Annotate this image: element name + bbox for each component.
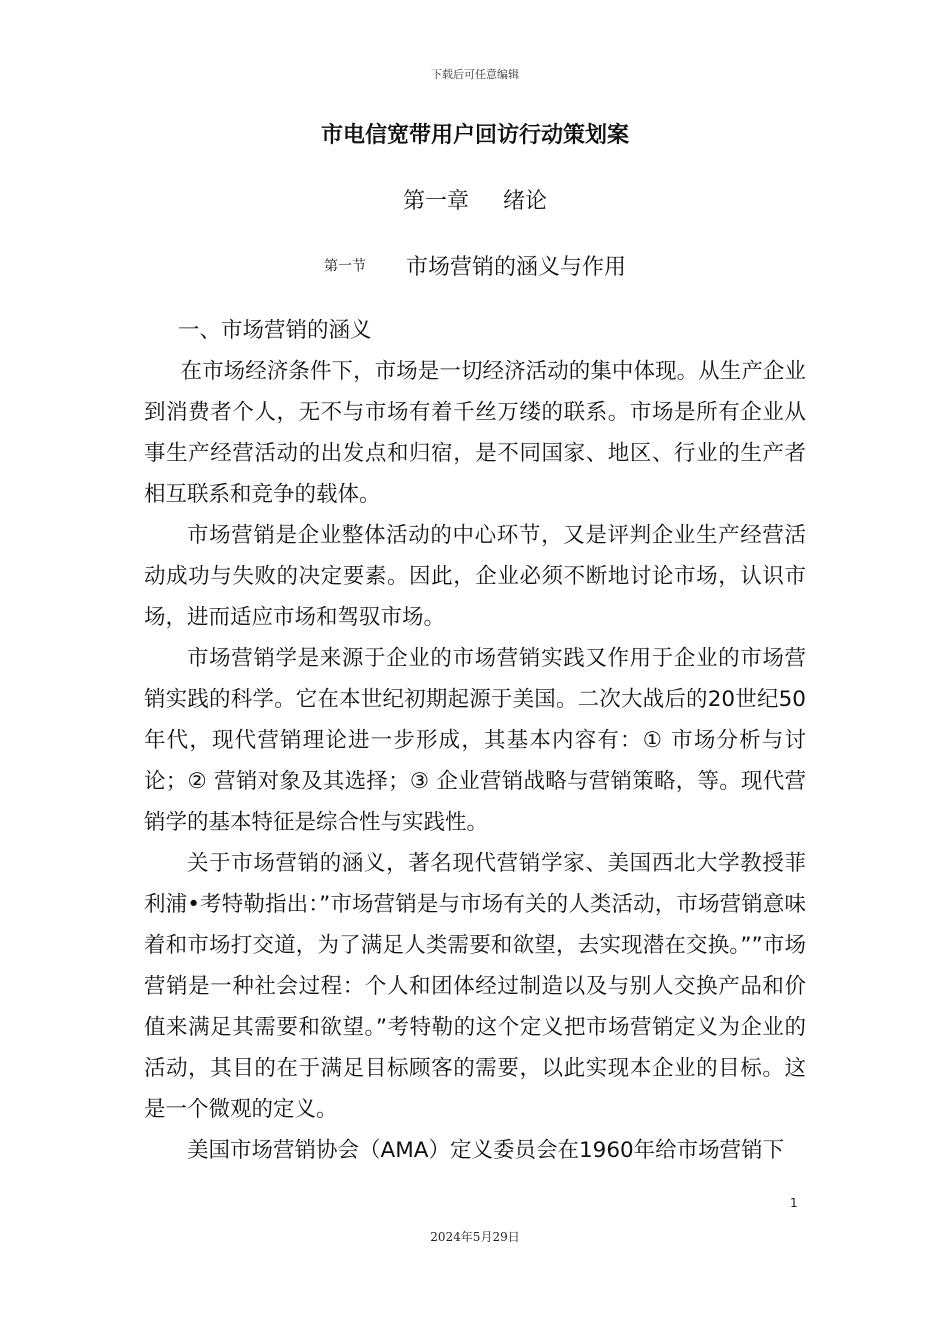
paragraph: 市场营销是企业整体活动的中心环节，又是评判企业生产经营活动成功与失败的决定要素。因此，企业必须不断地讨论市场，认识市场，进而适应市场和驾驭市场。: [144, 523, 806, 630]
chapter-number: 第一章: [402, 189, 469, 214]
section-number: 第一节: [323, 258, 366, 275]
document-title: 市电信宽带用户回访行动策划案: [320, 123, 629, 148]
subheading: 一、市场营销的涵义: [178, 318, 372, 343]
paragraph: 市场营销学是来源于企业的市场营销实践又作用于企业的市场营销实践的科学。它在本世纪初期起源于美国。二次大战后的20世纪50年代，现代营销理论进一步形成，其基本内容有：① 市场分析与讨论；② 营销对象及其选择；③ 企业营销战略与营销策略，等。现代营销学的基本特征是综合性与实践性。: [144, 646, 806, 835]
section-title: 市场营销的涵义与作用: [405, 255, 626, 280]
chapter-heading: [0, 184, 950, 215]
chapter-title: 绪论: [503, 189, 548, 214]
page-number: 1: [790, 1196, 798, 1210]
footer-date: 2024年5月29日: [430, 1230, 520, 1244]
paragraph: 关于市场营销的涵义，著名现代营销学家、美国西北大学教授菲利浦•考特勒指出：”市场营销是与市场有关的人类活动，市场营销意味着和市场打交道，为了满足人类需要和欲望，去实现潜在交换。””市场营销是一种社会过程：个人和团体经过制造以及与别人交换产品和价值来满足其需要和欲望。”考特勒的这个定义把市场营销定义为企业的活动，其目的在于满足目标顾客的需要，以此实现本企业的目标。这是一个微观的定义。: [144, 851, 806, 1122]
header-note: 下载后可任意编辑: [431, 68, 519, 81]
body-text: [144, 310, 806, 1171]
paragraph: 美国市场营销协会（AMA）定义委员会在1960年给市场营销下: [187, 1138, 785, 1163]
section-heading: [0, 250, 950, 281]
paragraph: 在市场经济条件下，市场是一切经济活动的集中体现。从生产企业到消费者个人，无不与市场有着千丝万缕的联系。市场是所有企业从事生产经营活动的出发点和归宿，是不同国家、地区、行业的生产者相互联系和竞争的载体。: [144, 359, 806, 507]
